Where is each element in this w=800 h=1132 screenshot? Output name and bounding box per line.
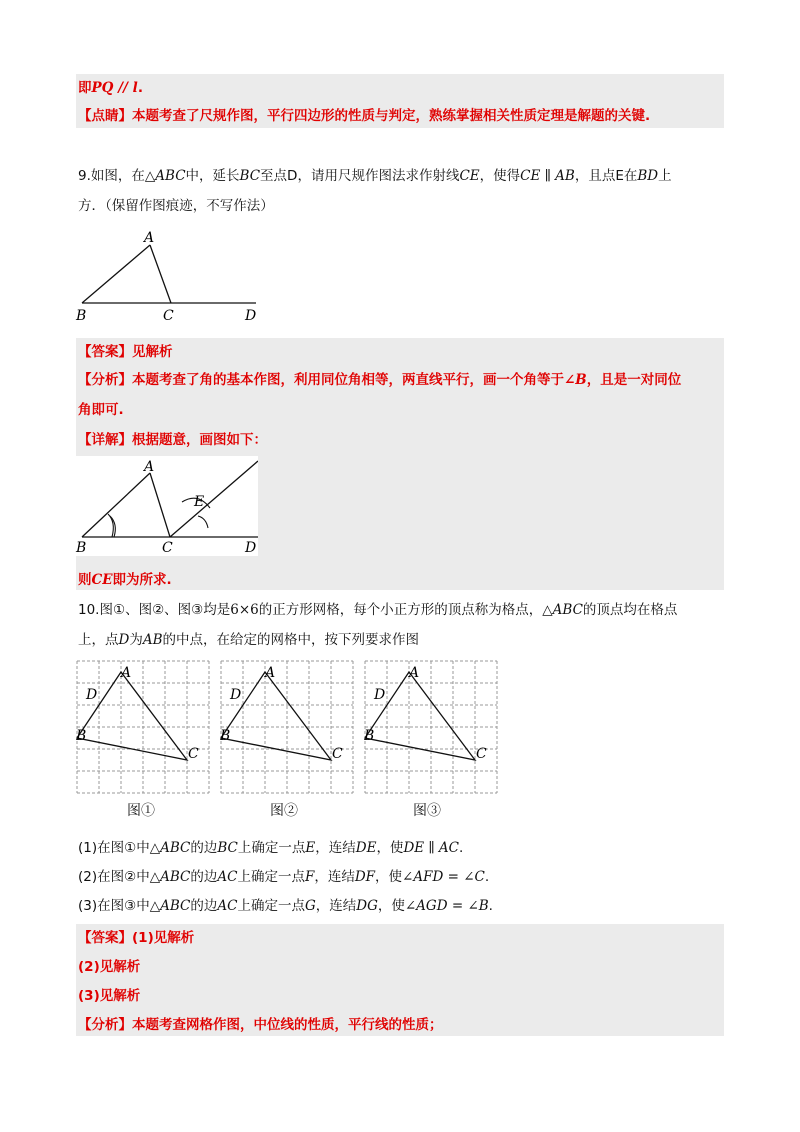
label-b: B bbox=[76, 308, 87, 324]
q9-analysis-line-1: 【分析】本题考查了角的基本作图，利用同位角相等，两直线平行，画一个角等于∠B，且是一对同位 bbox=[78, 372, 682, 388]
label-c: C bbox=[162, 540, 173, 556]
grid-figure-1 bbox=[76, 660, 210, 794]
triangle-abc bbox=[221, 672, 331, 760]
segment-ab bbox=[82, 473, 150, 537]
caption-figure-1: 图① bbox=[127, 803, 155, 819]
grid-lines bbox=[77, 661, 209, 793]
label-d: D bbox=[245, 540, 257, 556]
previous-conclusion-line: 即PQ // l. bbox=[78, 80, 143, 96]
label-a: A bbox=[144, 230, 155, 246]
segment-ac bbox=[150, 245, 171, 303]
label-d: D bbox=[86, 687, 98, 703]
label-c: C bbox=[332, 746, 343, 762]
label-b: B bbox=[364, 728, 375, 744]
label-c: C bbox=[163, 308, 174, 324]
segment-ab bbox=[82, 245, 150, 303]
arc-at-c-cross bbox=[198, 516, 208, 528]
q10-text-line-2: 上，点D为AB的中点，在给定的网格中，按下列要求作图 bbox=[78, 632, 419, 648]
label-e: E bbox=[194, 494, 205, 510]
caption-figure-3: 图③ bbox=[413, 803, 441, 819]
label-a: A bbox=[144, 459, 155, 475]
q10-answer-1: 【答案】(1)见解析 bbox=[78, 930, 195, 946]
label-b: B bbox=[220, 728, 231, 744]
q9-triangle-figure bbox=[70, 226, 270, 326]
label-d: D bbox=[245, 308, 257, 324]
grid-figure-2 bbox=[220, 660, 354, 794]
q9-conclusion-line: 则CE即为所求. bbox=[78, 572, 172, 588]
q10-text-line-1: 10.图①、图②、图③均是6×6的正方形网格，每个小正方形的顶点称为格点，△ABC的顶点均在格点 bbox=[78, 602, 678, 618]
q9-analysis-line-2: 角即可. bbox=[78, 402, 124, 418]
caption-figure-2: 图② bbox=[270, 803, 298, 819]
grid-figure-3 bbox=[364, 660, 498, 794]
grid-lines bbox=[221, 661, 353, 793]
label-a: A bbox=[121, 665, 132, 681]
q9-solution-figure bbox=[72, 456, 258, 556]
label-d: D bbox=[230, 687, 242, 703]
comment-line: 【点睛】本题考查了尺规作图，平行四边形的性质与判定，熟练掌握相关性质定理是解题的关键. bbox=[78, 108, 651, 124]
pq-parallel-l: PQ // l bbox=[91, 80, 138, 96]
label-a: A bbox=[409, 665, 420, 681]
q10-analysis: 【分析】本题考查网格作图，中位线的性质，平行线的性质； bbox=[78, 1017, 443, 1033]
label-d: D bbox=[374, 687, 386, 703]
q9-text-line-1: 9.如图，在△ABC中，延长BC至点D，请用尺规作图法求作射线CE，使得CE ∥ AB，且点E在BD上 bbox=[78, 168, 672, 184]
q9-detail-line: 【详解】根据题意，画图如下： bbox=[78, 432, 267, 448]
label-c: C bbox=[476, 746, 487, 762]
segment-ac bbox=[150, 473, 170, 537]
label-c: C bbox=[188, 746, 199, 762]
label-a: A bbox=[265, 665, 276, 681]
q10-subquestion-3: (3)在图③中△ABC的边AC上确定一点G，连结DG，使∠AGD = ∠B. bbox=[78, 898, 493, 914]
q9-answer-line: 【答案】见解析 bbox=[78, 344, 173, 360]
q10-answer-3: (3)见解析 bbox=[78, 988, 141, 1004]
triangle-abc bbox=[365, 672, 475, 760]
label-b: B bbox=[76, 728, 87, 744]
ray-ce bbox=[170, 461, 258, 537]
q10-subquestion-2: (2)在图②中△ABC的边AC上确定一点F，连结DF，使∠AFD = ∠C. bbox=[78, 869, 490, 885]
grid-lines bbox=[365, 661, 497, 793]
triangle-abc bbox=[77, 672, 187, 760]
label-b: B bbox=[76, 540, 87, 556]
q9-text-line-2: 方．（保留作图痕迹，不写作法） bbox=[78, 198, 274, 214]
q10-answer-2: (2)见解析 bbox=[78, 959, 141, 975]
q10-subquestion-1: (1)在图①中△ABC的边BC上确定一点E，连结DE，使DE ∥ AC. bbox=[78, 840, 464, 856]
